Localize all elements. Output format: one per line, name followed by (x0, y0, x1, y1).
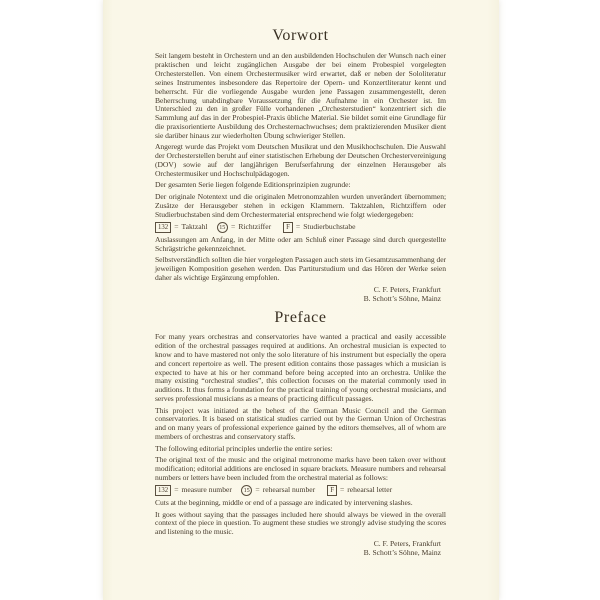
publisher-line-schott: B. Schott’s Söhne, Mainz (363, 548, 441, 558)
preface-paragraph-2: This project was initiated at the behest of the German Music Council and the German conservatories. It is based on statistical studies carried out by the German Union of Orchestras and on many years of professional experience gained by the editors themselves, all of whom are members of orchestras and conservatory staffs. (155, 405, 446, 442)
rehearsal-number-circle-icon: 15 (241, 485, 253, 497)
rehearsal-number-circle-icon: 15 (217, 222, 229, 234)
preface-notation-legend (155, 485, 446, 497)
measure-number-label: Taktzahl (181, 222, 208, 232)
preface-paragraph-4: Cuts at the beginning, middle or end of a passage are indicated by intervening slashes. (155, 498, 413, 508)
measure-number-label: measure number (181, 485, 232, 495)
page-content (155, 0, 446, 558)
rehearsal-letter-box-icon: F (283, 222, 293, 233)
rehearsal-number-label: Richtziffer (238, 222, 272, 232)
equals-sign: = (174, 485, 179, 495)
rehearsal-letter-box-icon: F (327, 485, 337, 496)
vorwort-notation-legend (155, 222, 446, 234)
rehearsal-number-label: rehearsal number (262, 485, 316, 495)
publisher-line-peters: C. F. Peters, Frankfurt (373, 285, 441, 295)
publisher-line-schott: B. Schott’s Söhne, Mainz (363, 294, 441, 303)
vorwort-principles-intro: Der gesamten Serie liegen folgende Editionsprinzipien zugrunde: (155, 180, 351, 190)
equals-sign: = (339, 485, 345, 495)
preface-paragraph-3: The original text of the music and the original metronome marks have been taken over without modification; editorial additions are enclosed in square brackets. Measure numbers and rehearsal numbers or letters have been included from the orchestral material as follows: (155, 454, 446, 482)
measure-number-box-icon: 132 (155, 485, 171, 496)
preface-paragraph-5: It goes without saying that the passages included here should always be viewed in the overall context of the piece in question. To augment these studies we strongly advise studying the scores and listening to the music. (155, 509, 446, 537)
vorwort-paragraph-5: Selbstverständlich sollten die hier vorgelegten Passagen auch stets im Gesamtzusammenhang der jeweiligen Komposition gesehen werden. Das Partiturstudium und das Hören der Werke seien daher als wichtige Ergänzung empfohlen. (155, 255, 446, 283)
vorwort-paragraph-2: Angeregt wurde das Projekt vom Deutschen Musikrat und den Musikhochschulen. Die Auswahl der Orchesterstellen beruht auf einer statistischen Erhebung der Deutschen Orchestervereinigung (DOV) sowie auf der langjährigen Berufserfahrung der einzelnen Herausgeber als Orchestermusiker und Hochschulpädagogen. (155, 142, 446, 179)
measure-number-box-icon: 132 (155, 222, 171, 233)
book-page (103, 0, 499, 600)
equals-sign: = (174, 222, 179, 232)
equals-sign: = (295, 222, 301, 232)
rehearsal-letter-label: rehearsal letter (347, 485, 393, 495)
equals-sign: = (231, 222, 236, 232)
vorwort-publisher-signature (155, 286, 446, 304)
vorwort-title: Vorwort (272, 27, 329, 44)
publisher-line-peters: C. F. Peters, Frankfurt (373, 539, 441, 549)
vorwort-paragraph-3: Der originale Notentext und die originalen Metronomzahlen wurden unverändert übernommen; Zusätze der Herausgeber stehen in eckigen Klammern. Taktzahlen, Richtziffern oder Studierbuchstaben sind dem Orchestermaterial entsprechend wie folgt wiedergegeben: (155, 191, 446, 219)
equals-sign: = (255, 485, 260, 495)
preface-publisher-signature (155, 540, 446, 558)
preface-principles-intro: The following editorial principles underlie the entire series: (155, 443, 333, 453)
rehearsal-letter-label: Studierbuchstabe (303, 222, 356, 232)
preface-title: Preface (274, 308, 327, 326)
vorwort-paragraph-4: Auslassungen am Anfang, in der Mitte oder am Schluß einer Passage sind durch quergestellte Schrägstriche gekennzeichnet. (155, 235, 446, 254)
vorwort-paragraph-1: Seit langem besteht in Orchestern und an den ausbildenden Hochschulen der Wunsch nach einer praktischen und leicht zugänglichen Ausgabe der bei einem Probespiel vorgelegten Orchesterstellen. Von einem Orchestermusiker wird erwartet, daß er neben der Sololiteratur seines Instrumentes insbesondere das Repertoire der Opern- und Konzertliteratur kennt und beherrscht. Für die vorliegende Ausgabe wurden jene Passagen zusammengestellt, deren Beherrschung unabdingbare Voraussetzung für die Aufnahme in ein Orchester ist. Im Unterschied zu den in großer Fülle vorhandenen „Orchesterstudien“ konzentriert sich die Sammlung auf das in der Probespiel-Praxis übliche Material. Sie bildet somit eine Grundlage für die praxisorientierte Ausbildung des Orchesternachwuchses; dem praktizierenden Musiker dient sie darüber hinaus zur wiederholten Übung schwieriger Stellen. (155, 51, 446, 141)
preface-paragraph-1: For many years orchestras and conservatories have wanted a practical and easily accessible edition of the orchestral passages required at auditions. An orchestral musician is expected to know and to have mastered not only the solo literature of his instrument but especially the opera and concert repertoire as well. The present edition contains those passages which a musician is expected to have at his or her command before being accepted into an orchestra. Unlike the many existing “orchestral studies”, this collection focuses on the material commonly used in auditions. It thus forms a foundation for the practical training of young orchestral musicians, and serves professional musicians as a means of practicing difficult passages. (155, 331, 446, 404)
